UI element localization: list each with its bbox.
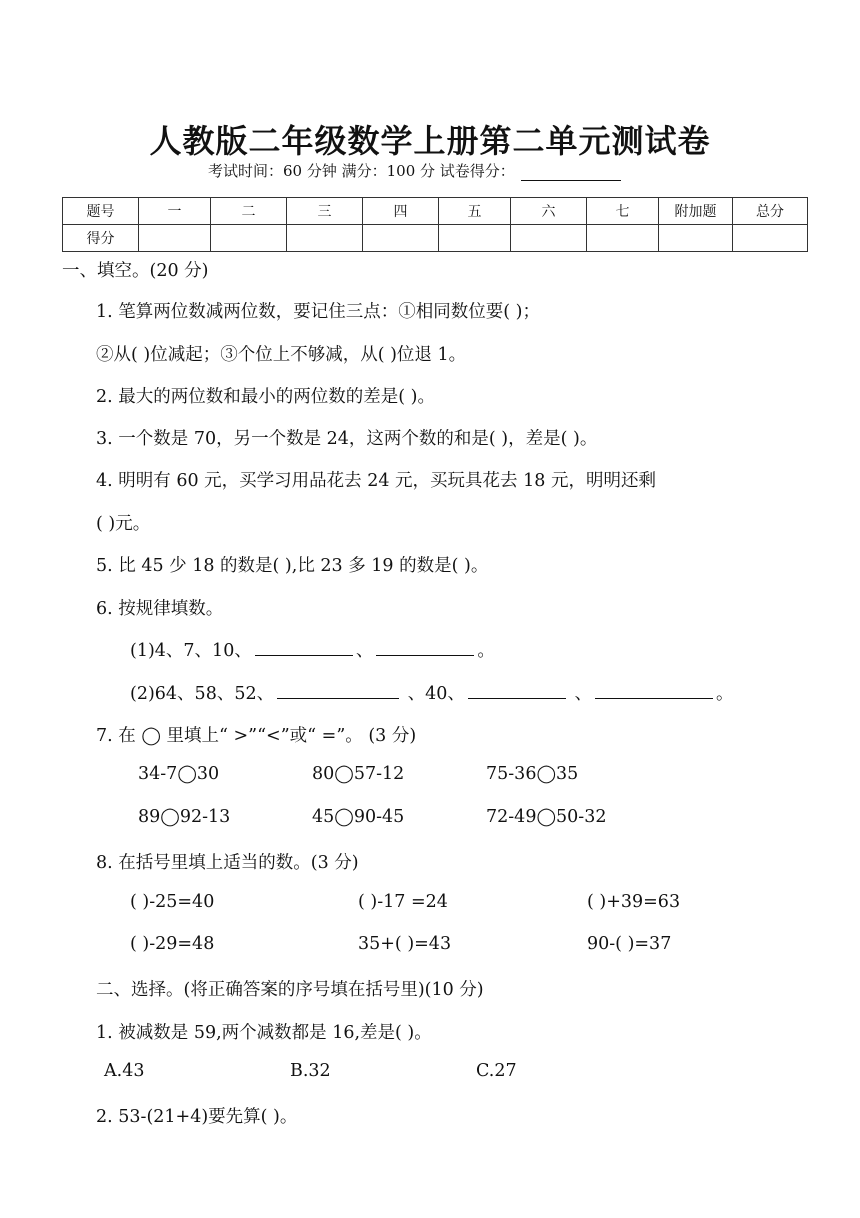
- score-blank: [521, 166, 621, 181]
- fill-equation: 35+( )=43: [358, 934, 452, 954]
- answer-blank[interactable]: [595, 680, 713, 699]
- question-text: 2. 53-(21+4)要先算( )。: [96, 1107, 298, 1127]
- choice-option: A.43: [104, 1061, 145, 1081]
- question-text: 1. 被减数是 59,两个减数都是 16,差是( )。: [96, 1023, 432, 1043]
- question-text: ②从( )位减起；③个位上不够减，从( )位退 1。: [96, 345, 467, 365]
- score-input-cell[interactable]: [363, 225, 439, 252]
- comparison-item: 72-49◯50-32: [486, 807, 607, 827]
- score-input-cell[interactable]: [659, 225, 733, 252]
- question-text: 1. 笔算两位数减两位数，要记住三点：①相同数位要( )；: [96, 302, 540, 322]
- fill-equation: ( )-25=40: [130, 892, 215, 912]
- question-text: 4. 明明有 60 元，买学习用品花去 24 元，买玩具花去 18 元，明明还剩: [96, 471, 656, 491]
- score-table-score-row: [63, 225, 808, 252]
- question-text: 6. 按规律填数。: [96, 599, 224, 619]
- sequence-end: 。: [716, 684, 734, 704]
- fill-equation: 90-( )=37: [587, 934, 672, 954]
- comparison-item: 89◯92-13: [138, 807, 231, 827]
- comparison-item: 45◯90-45: [312, 807, 405, 827]
- exam-info-text: 考试时间：60 分钟 满分：100 分 试卷得分：: [208, 162, 515, 180]
- choice-option: B.32: [290, 1061, 331, 1081]
- question-text: 7. 在 ◯ 里填上“ >”“<”或“ =”。 (3 分): [96, 726, 417, 746]
- page-title: 人教版二年级数学上册第二单元测试卷: [149, 122, 711, 160]
- sequence-line-2: [130, 680, 734, 705]
- table-cell: 五: [439, 198, 511, 225]
- score-table: [62, 197, 808, 252]
- score-table-header-row: [63, 198, 808, 225]
- score-input-cell[interactable]: [587, 225, 659, 252]
- score-input-cell[interactable]: [439, 225, 511, 252]
- fill-equation: ( )+39=63: [587, 892, 681, 912]
- answer-blank[interactable]: [376, 637, 474, 656]
- question-text: 8. 在括号里填上适当的数。(3 分): [96, 853, 359, 873]
- score-input-cell[interactable]: [139, 225, 211, 252]
- fill-equation: ( )-17 =24: [358, 892, 448, 912]
- comparison-item: 75-36◯35: [486, 764, 579, 784]
- table-cell: 一: [139, 198, 211, 225]
- score-input-cell[interactable]: [733, 225, 808, 252]
- answer-blank[interactable]: [277, 680, 399, 699]
- sequence-mid: 、40、: [402, 684, 465, 704]
- score-input-cell[interactable]: [287, 225, 363, 252]
- score-input-cell[interactable]: [511, 225, 587, 252]
- table-cell: 二: [211, 198, 287, 225]
- table-cell: 总分: [733, 198, 808, 225]
- sequence-sep: 、: [568, 684, 593, 704]
- table-cell: 附加题: [659, 198, 733, 225]
- table-cell: 六: [511, 198, 587, 225]
- comparison-item: 80◯57-12: [312, 764, 405, 784]
- sequence-prefix: (1)4、7、10、: [130, 641, 252, 661]
- table-cell: 题号: [63, 198, 139, 225]
- choice-option: C.27: [476, 1061, 517, 1081]
- answer-blank[interactable]: [468, 680, 566, 699]
- question-text: ( )元。: [96, 514, 151, 534]
- table-cell: 四: [363, 198, 439, 225]
- section-heading: 二、选择。(将正确答案的序号填在括号里)(10 分): [96, 980, 484, 1000]
- question-text: 2. 最大的两位数和最小的两位数的差是( )。: [96, 387, 435, 407]
- table-cell: 七: [587, 198, 659, 225]
- comparison-item: 34-7◯30: [138, 764, 220, 784]
- question-text: 5. 比 45 少 18 的数是( ),比 23 多 19 的数是( )。: [96, 556, 489, 576]
- question-text: 3. 一个数是 70，另一个数是 24，这两个数的和是( )，差是( )。: [96, 429, 598, 449]
- sequence-prefix: (2)64、58、52、: [130, 684, 275, 704]
- sequence-end: 。: [477, 641, 495, 661]
- table-cell: 得分: [63, 225, 139, 252]
- fill-equation: ( )-29=48: [130, 934, 215, 954]
- section-heading: 一、填空。(20 分): [62, 261, 209, 281]
- answer-blank[interactable]: [255, 637, 353, 656]
- sequence-sep: 、: [355, 641, 374, 661]
- table-cell: 三: [287, 198, 363, 225]
- score-input-cell[interactable]: [211, 225, 287, 252]
- exam-info: [208, 160, 621, 181]
- sequence-line-1: [130, 637, 495, 662]
